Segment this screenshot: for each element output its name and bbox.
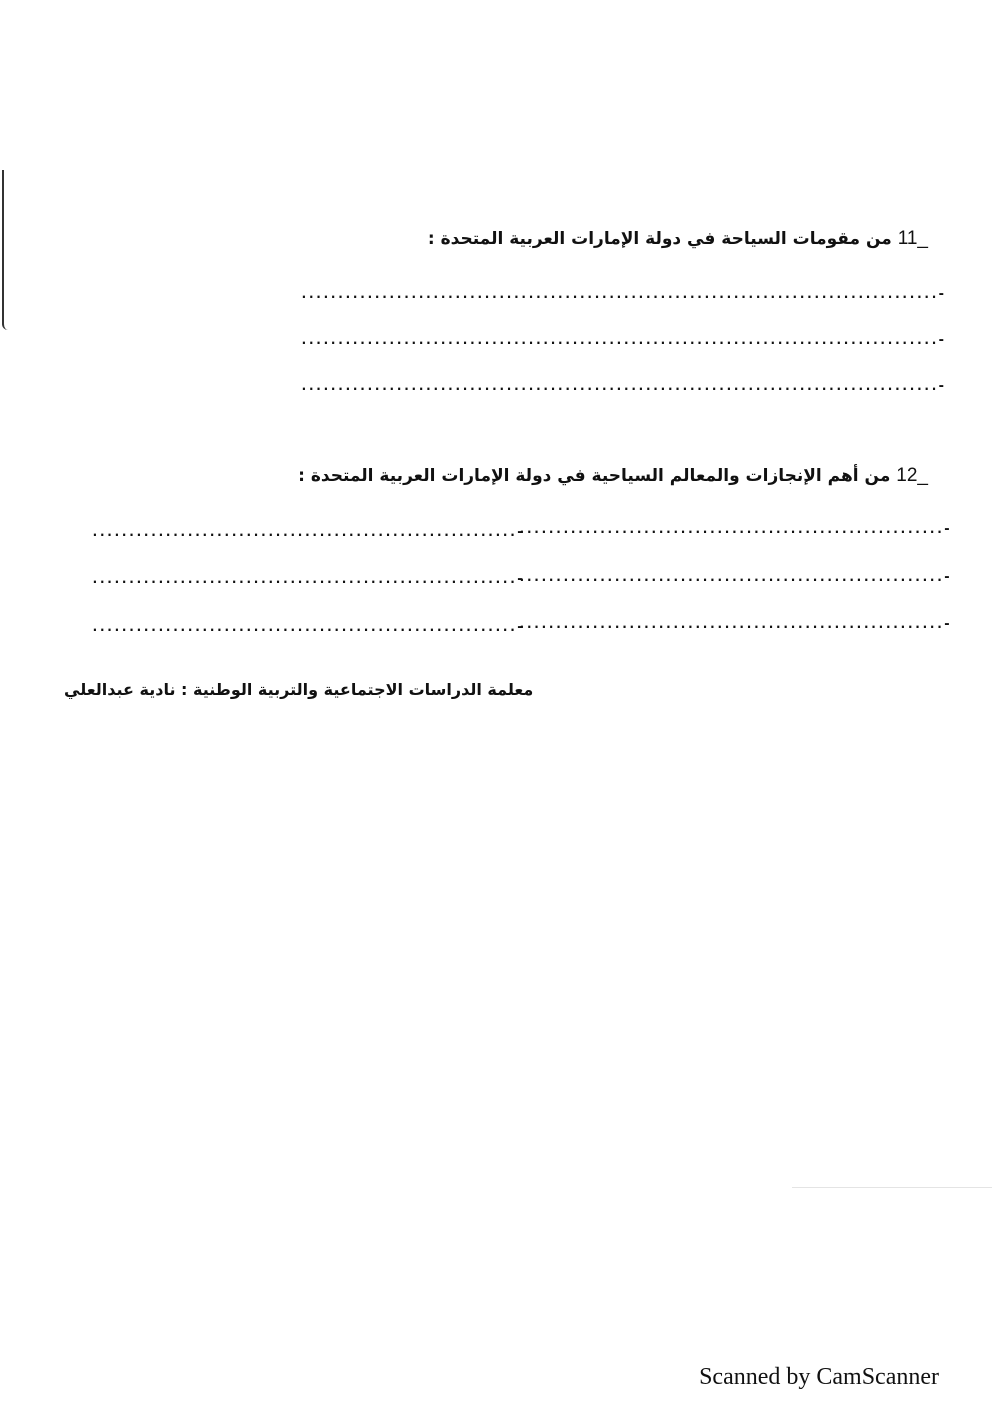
question-12-number: 12_ [896,465,928,486]
q11-answer-line-1[interactable]: .......................................................................................- [300,287,945,302]
scanner-footer: Scanned by CamScanner [699,1364,939,1390]
question-11-text: من مقومات السياحة في دولة الإمارات العربية المتحدة : [427,229,892,249]
q12-answer-right-2[interactable]: ..........................................................- [518,570,951,585]
question-11-number: 11_ [897,228,928,249]
teacher-signature: معلمة الدراسات الاجتماعية والتربية الوطنية : نادية عبدالعلي [64,680,534,699]
question-12-text: من أهم الإنجازات والمعالم السياحية في دولة الإمارات العربية المتحدة : [298,466,891,486]
q12-answer-left-3[interactable]: ..........................................................- [91,620,524,635]
q12-answer-right-1[interactable]: ..........................................................- [518,522,951,537]
question-11 [428,228,928,250]
faint-divider [792,1187,992,1188]
q12-answer-left-1[interactable]: ..........................................................- [91,525,524,540]
q12-answer-right-3[interactable]: ..........................................................- [518,617,951,632]
question-12 [298,465,928,487]
q12-answer-left-2[interactable]: ..........................................................- [91,572,524,587]
q11-answer-line-3[interactable]: .......................................................................................- [300,379,945,394]
scan-edge-mark [2,170,8,330]
q11-answer-line-2[interactable]: .......................................................................................- [300,333,945,348]
